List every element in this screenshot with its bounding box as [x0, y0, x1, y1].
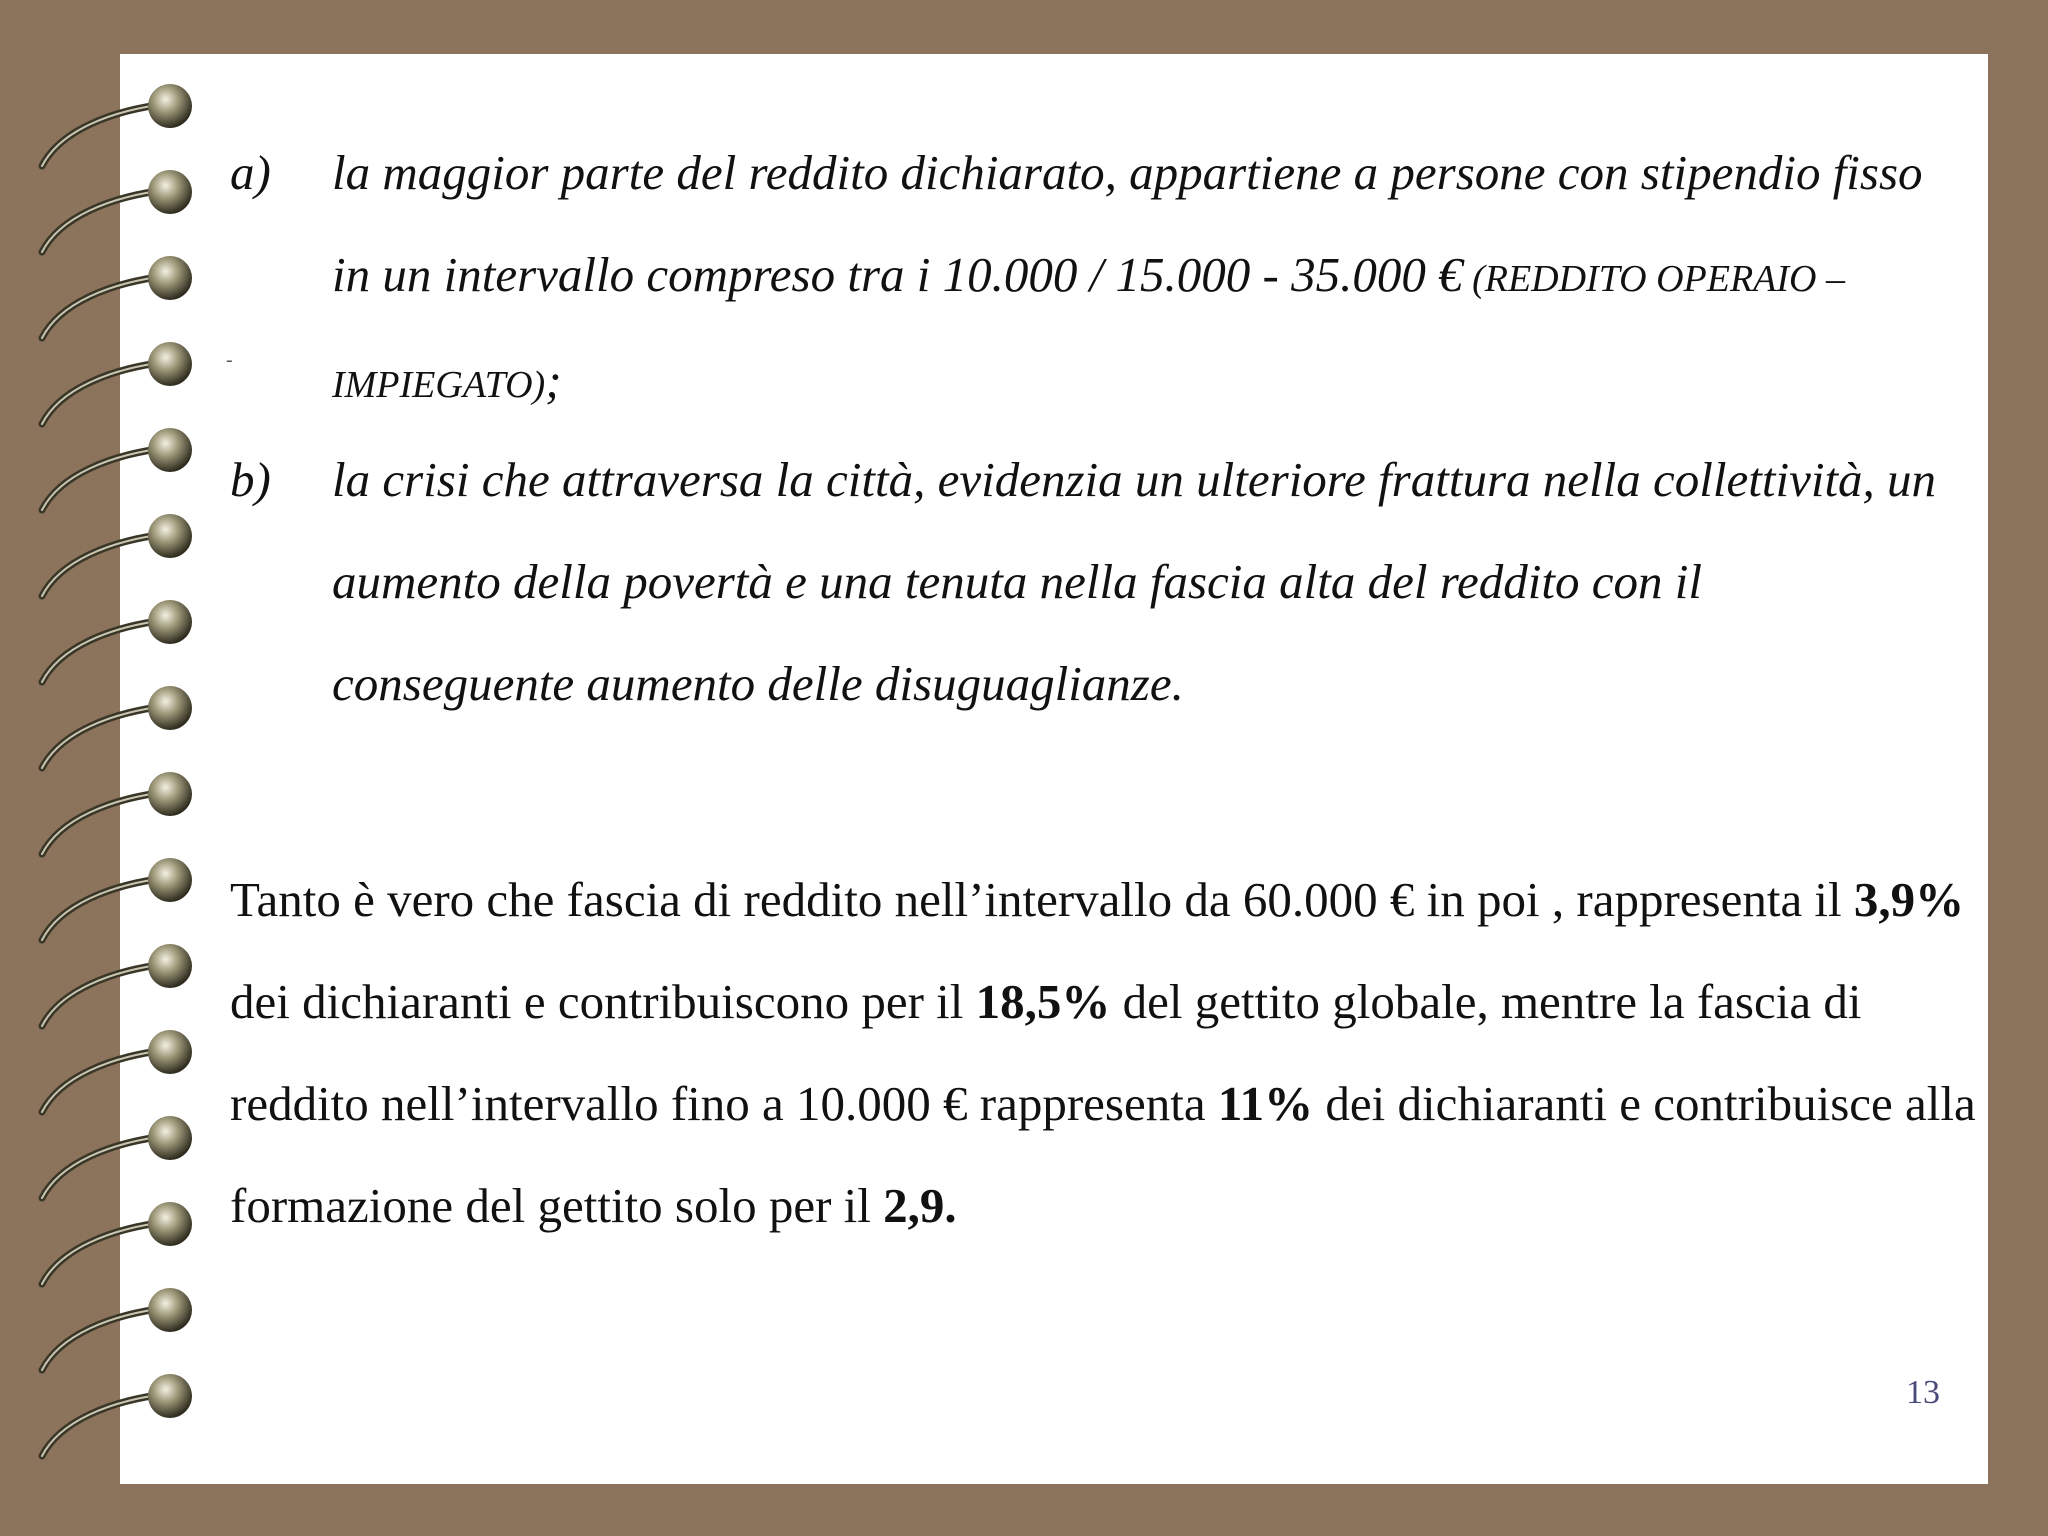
list-item-b-text: la crisi che attraversa la città, evidenzia un ulteriore frattura nella collettività, un aumento della povertà e una tenuta nella fascia alta del reddito con il conseguente aumento delle disuguaglianze.: [332, 452, 1937, 711]
notebook-page: [120, 54, 1988, 1484]
paragraph-part-3: del gettito globale, mentre la fascia di reddito nell’intervallo fino a 10.000 € rappresenta: [230, 974, 1862, 1131]
binding-ring: [42, 256, 192, 338]
list-marker-a: a): [230, 145, 271, 200]
binding-ring: [42, 1374, 192, 1456]
list-item-a-text: [332, 122, 1952, 436]
list-item-a-main: la maggior parte del reddito dichiarato, appartiene a persone con stipendio fisso in un intervallo compreso tra i 10.000 / 15.000 - 35.000 €: [332, 145, 1923, 302]
binding-ring: [42, 1116, 192, 1198]
binding-ring: [42, 1030, 192, 1112]
binding-ring: [42, 342, 192, 424]
stray-dash: -: [226, 349, 233, 371]
body-paragraph: [230, 849, 1990, 1257]
binding-ring: [42, 600, 192, 682]
paragraph-part-1: Tanto è vero che fascia di reddito nell’intervallo da 60.000 € in poi , rappresenta il: [230, 872, 1854, 927]
binding-ring: [42, 1288, 192, 1370]
binding-ring: [42, 428, 192, 510]
paragraph-part-2: dei dichiaranti e contribuiscono per il: [230, 974, 976, 1029]
paragraph-part-4: dei dichiaranti e contribuisce alla formazione del gettito solo per il: [230, 1076, 1976, 1233]
list-item-a-end: ;: [545, 353, 562, 408]
binding-ring: [42, 170, 192, 252]
page-number: 13: [1906, 1374, 1940, 1411]
binding-ring: [42, 944, 192, 1026]
stat-revenue-high-income: 18,5%: [975, 974, 1111, 1029]
stat-revenue-low-income: 2,9.: [883, 1178, 957, 1233]
list-item-a-note: (REDDITO OPERAIO – IMPIEGATO): [332, 258, 1845, 406]
stat-share-high-income: 3,9%: [1853, 872, 1965, 927]
binding-ring: [42, 84, 192, 166]
binding-ring: [42, 1202, 192, 1284]
binding-ring: [42, 772, 192, 854]
binding-ring: [42, 858, 192, 940]
list-marker-b: b): [230, 452, 271, 507]
binding-ring: [42, 514, 192, 596]
spiral-binding: [0, 0, 220, 1536]
binding-ring: [42, 686, 192, 768]
stat-share-low-income: 11%: [1217, 1076, 1314, 1131]
